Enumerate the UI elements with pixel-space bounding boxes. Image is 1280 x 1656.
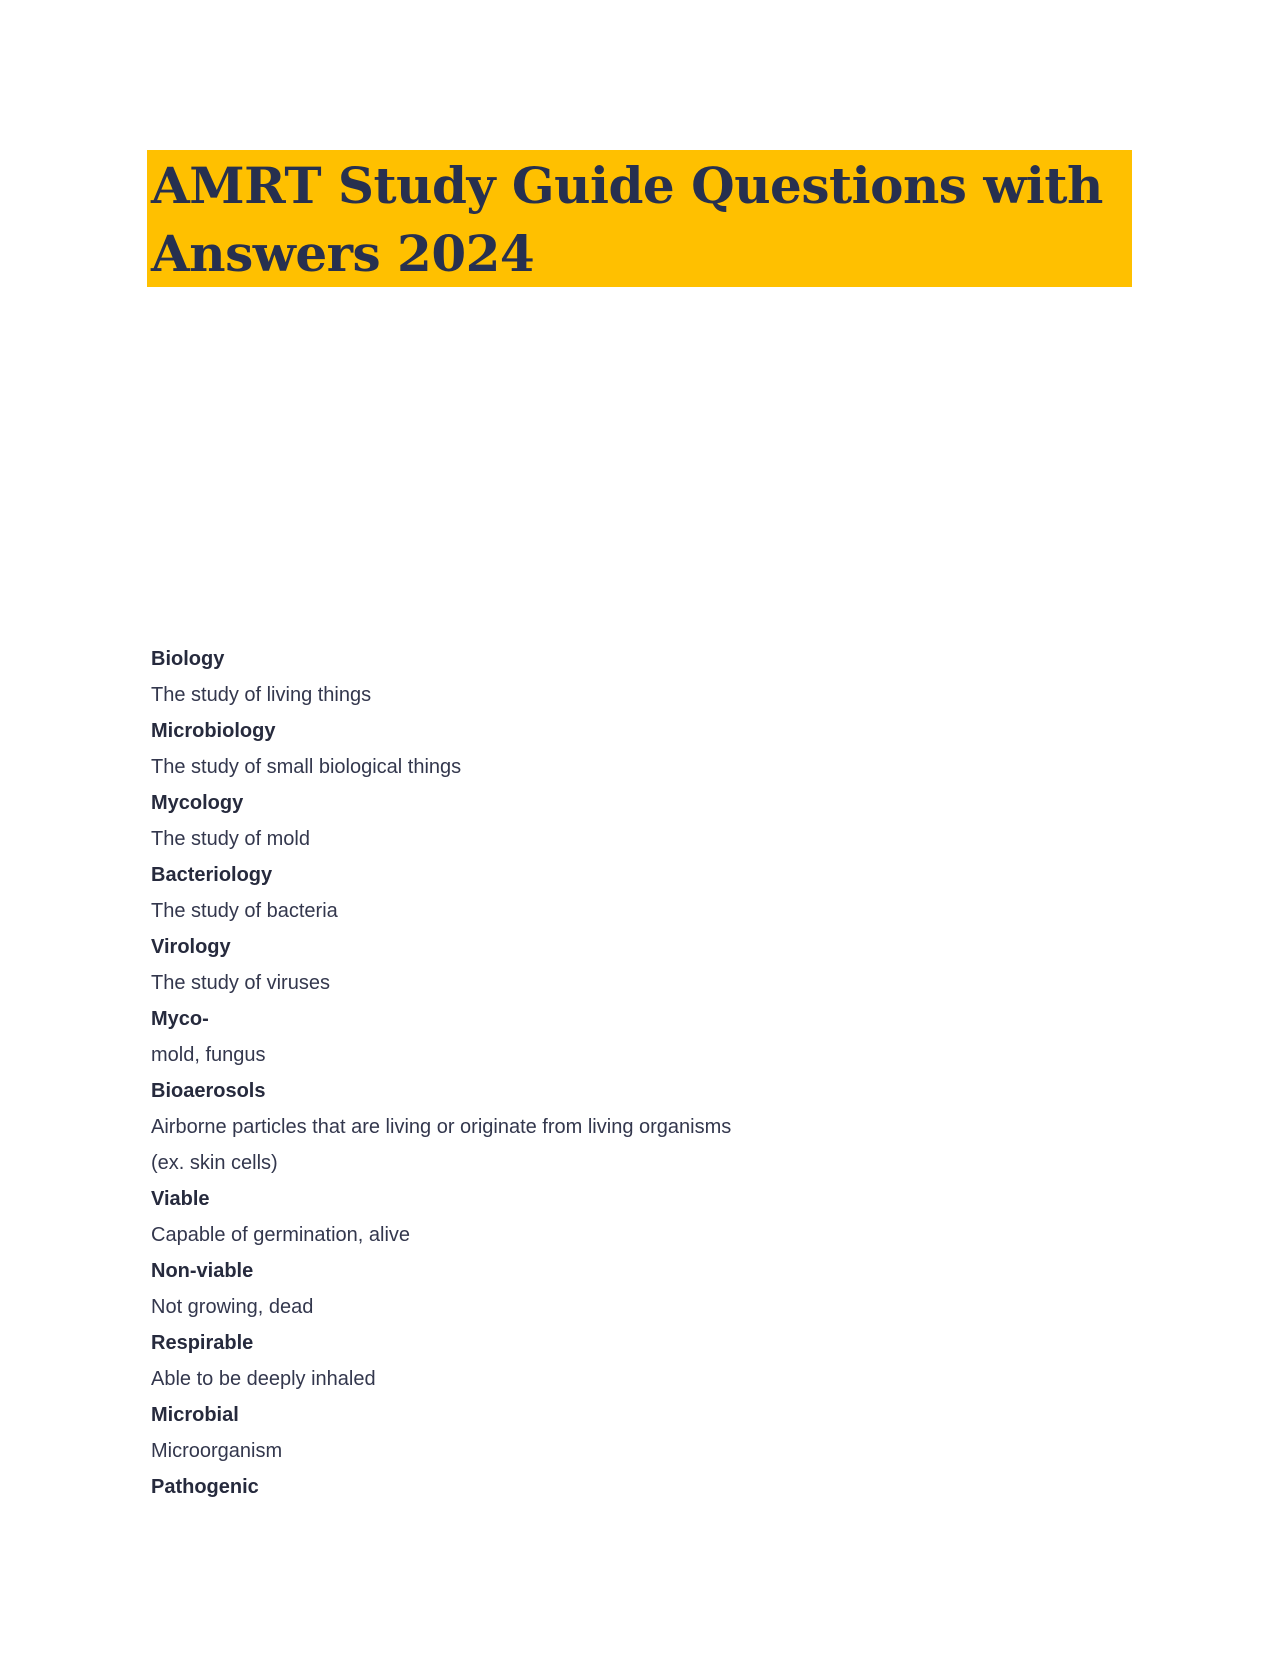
- glossary-term: Microbiology: [151, 720, 276, 742]
- glossary-term: Myco-: [151, 1008, 209, 1030]
- glossary-definition-continued: (ex. skin cells): [151, 1152, 278, 1174]
- glossary-definition: The study of viruses: [151, 972, 330, 994]
- glossary-term: Virology: [151, 936, 231, 958]
- glossary-term: Pathogenic: [151, 1476, 259, 1498]
- glossary-definition: Able to be deeply inhaled: [151, 1368, 376, 1390]
- glossary-definition: The study of living things: [151, 684, 372, 706]
- glossary-term: Non-viable: [151, 1260, 254, 1282]
- title-highlight-block: [147, 150, 1132, 287]
- glossary-definition: The study of bacteria: [151, 900, 338, 922]
- glossary-term: Bioaerosols: [151, 1080, 266, 1102]
- glossary-definition: Microorganism: [151, 1440, 283, 1462]
- glossary-term: Biology: [151, 648, 225, 670]
- glossary-list: [151, 641, 1151, 1505]
- glossary-definition: Not growing, dead: [151, 1296, 314, 1318]
- glossary-term: Microbial: [151, 1404, 239, 1426]
- glossary-term: Bacteriology: [151, 864, 273, 886]
- glossary-term: Respirable: [151, 1332, 254, 1354]
- glossary-term: Viable: [151, 1188, 210, 1210]
- glossary-definition: Capable of germination, alive: [151, 1224, 411, 1246]
- glossary-definition: Airborne particles that are living or originate from living organisms: [151, 1116, 732, 1138]
- document-title-line-2: Answers 2024: [151, 224, 535, 283]
- glossary-definition: The study of small biological things: [151, 756, 462, 778]
- glossary-definition: The study of mold: [151, 828, 310, 850]
- document-title-line-1: AMRT Study Guide Questions with: [151, 156, 1103, 215]
- glossary-definition: mold, fungus: [151, 1044, 266, 1066]
- glossary-term: Mycology: [151, 792, 244, 814]
